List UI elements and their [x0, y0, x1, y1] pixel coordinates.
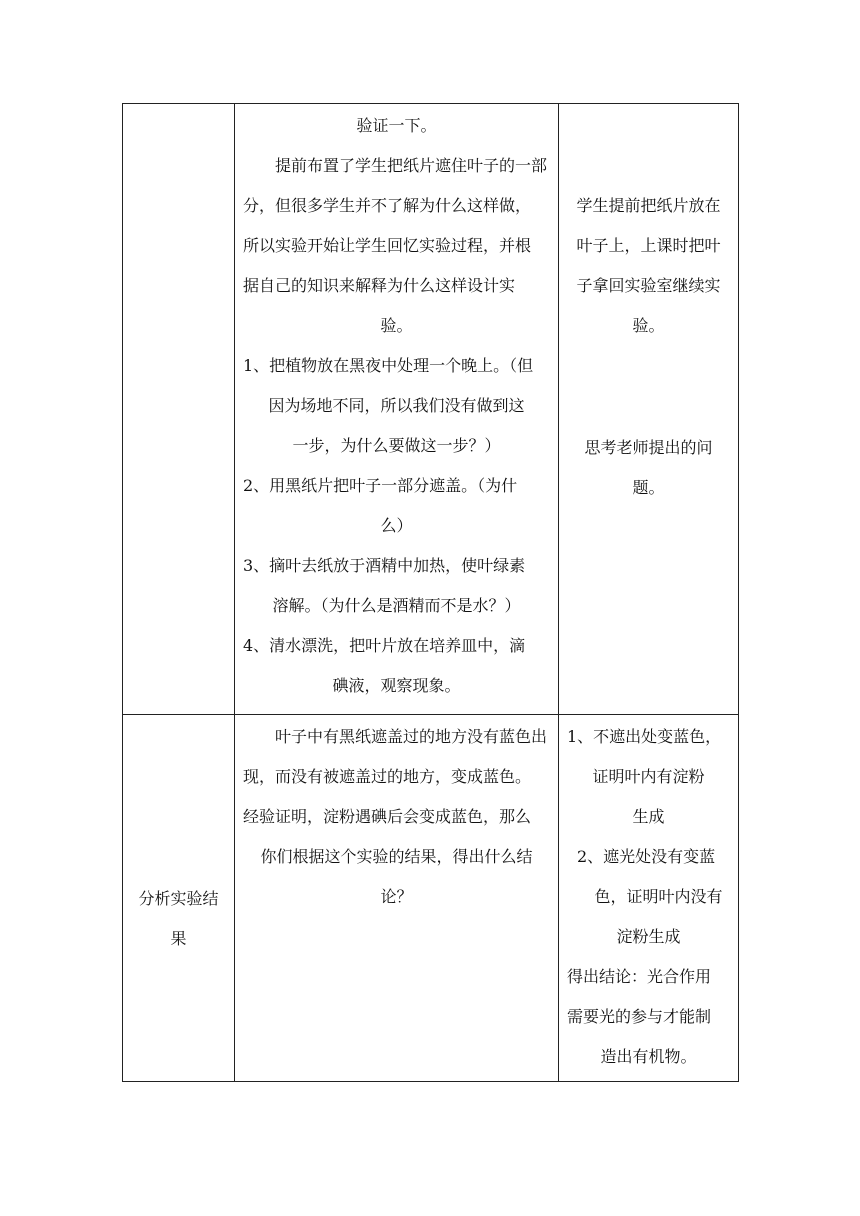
student-line: 得出结论：光合作用 — [567, 967, 712, 986]
table-row — [123, 715, 739, 1082]
student-line: 生成 — [632, 807, 665, 826]
paragraph-line: 现，而没有被遮盖过的地方，变成蓝色。 — [243, 767, 532, 786]
student-line: 题。 — [632, 478, 665, 497]
student-activity-cell — [559, 715, 739, 1082]
paragraph-line: 验。 — [380, 316, 413, 335]
intro-tail-text: 验证一下。 — [356, 116, 437, 135]
paragraph-line: 你们根据这个实验的结果，得出什么结 — [260, 847, 533, 866]
student-line: 验。 — [632, 316, 665, 335]
student-line: 2、遮光处没有变蓝 — [577, 847, 716, 866]
step-line: 3、摘叶去纸放于酒精中加热，使叶绿素 — [243, 556, 526, 575]
step-line: 一步，为什么要做这一步？） — [292, 436, 501, 455]
student-activity-cell — [559, 104, 739, 715]
teacher-activity-cell — [235, 104, 559, 715]
step-line: 么） — [380, 516, 413, 535]
paragraph-line: 叶子中有黑纸遮盖过的地方没有蓝色出 — [275, 727, 548, 746]
student-block — [567, 428, 730, 508]
step-line: 2、用黑纸片把叶子一部分遮盖。（为什 — [243, 476, 518, 495]
paragraph-line: 所以实验开始让学生回忆实验过程，并根 — [243, 236, 532, 255]
paragraph-line: 论？ — [380, 887, 413, 906]
step-label: 果 — [170, 929, 187, 948]
student-line: 需要光的参与才能制 — [567, 1007, 712, 1026]
step-label: 分析实验结 — [138, 889, 219, 908]
lesson-plan-table — [122, 103, 739, 1082]
teacher-activity-cell — [235, 715, 559, 1082]
paragraph-line: 提前布置了学生把纸片遮住叶子的一部 — [275, 156, 548, 175]
step-line: 4、清水漂洗，把叶片放在培养皿中，滴 — [243, 636, 526, 655]
paragraph-line: 经验证明，淀粉遇碘后会变成蓝色，那么 — [243, 807, 532, 826]
step-line: 碘液，观察现象。 — [332, 676, 461, 695]
student-line: 叶子上，上课时把叶 — [576, 236, 721, 255]
step-label-cell — [123, 104, 235, 715]
student-line: 造出有机物。 — [600, 1047, 697, 1066]
student-line: 子拿回实验室继续实 — [576, 276, 721, 295]
student-line: 淀粉生成 — [616, 927, 681, 946]
student-line: 色，证明叶内没有 — [594, 887, 723, 906]
step-line: 因为场地不同，所以我们没有做到这 — [268, 396, 525, 415]
paragraph-line: 分，但很多学生并不了解为什么这样做， — [243, 196, 532, 215]
step-label-cell — [123, 715, 235, 1082]
student-line: 思考老师提出的问 — [584, 438, 713, 457]
student-line: 学生提前把纸片放在 — [576, 196, 721, 215]
student-block — [567, 186, 730, 346]
step-line: 溶解。（为什么是酒精而不是水？） — [272, 596, 521, 615]
student-line: 证明叶内有淀粉 — [592, 767, 705, 786]
step-line: 1、把植物放在黑夜中处理一个晚上。（但 — [243, 356, 534, 375]
paragraph-line: 据自己的知识来解释为什么这样设计实 — [243, 276, 516, 295]
student-line: 1、不遮出处变蓝色， — [567, 727, 722, 746]
table-row — [123, 104, 739, 715]
